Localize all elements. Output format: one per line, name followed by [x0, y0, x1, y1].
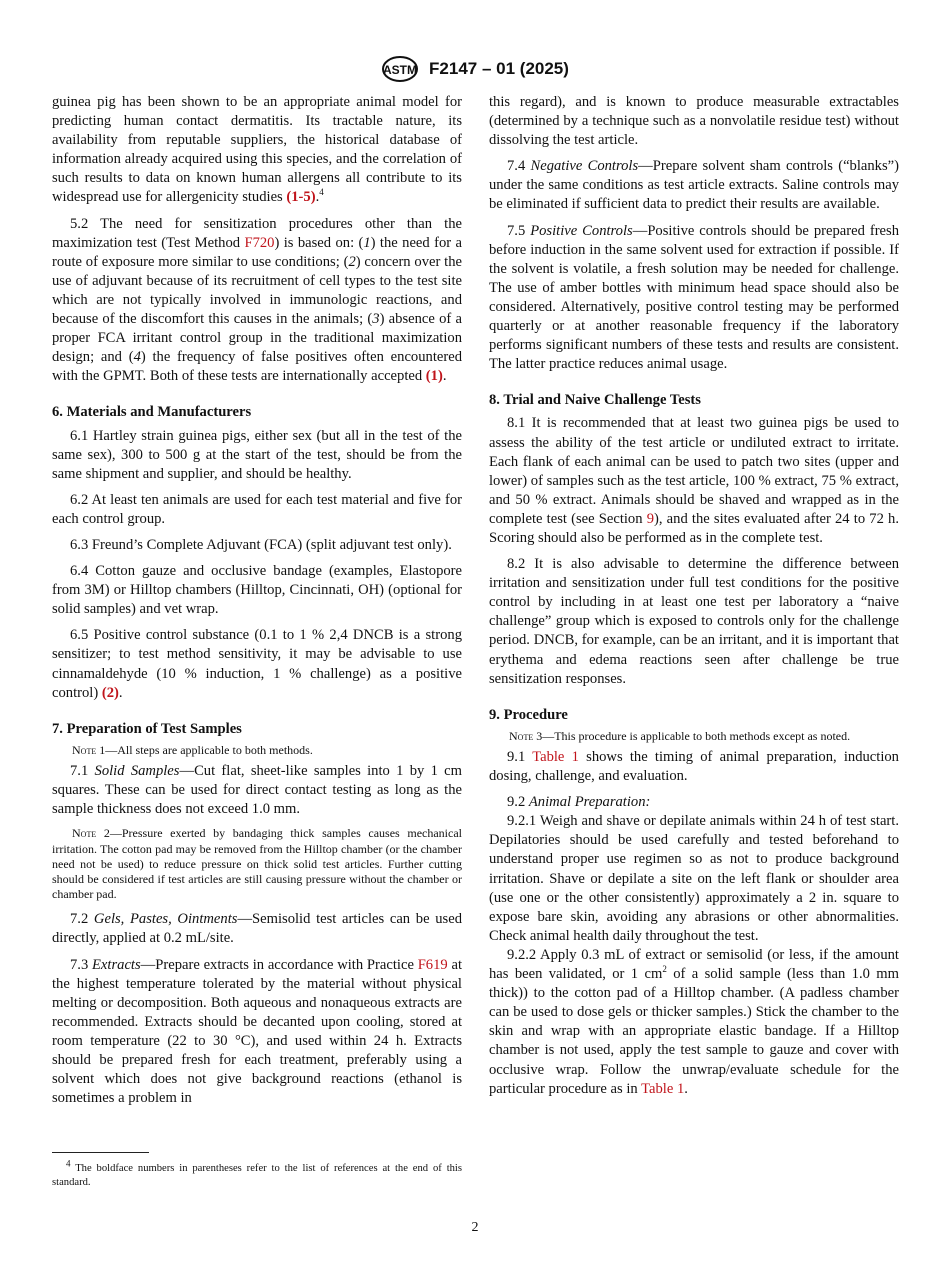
text-run: 6.5 Positive control substance (0.1 to 1 % 2,4 DNCB is a strong sensitizer; to test method sensitivity, it may be advisable to use cinnamaldehyde (10 % induction, 1 % challenge) as a positive control): [52, 627, 462, 701]
paragraph: [52, 427, 462, 484]
astm-logo-icon: [381, 55, 419, 83]
text-run: —Semisolid test articles can be used directly, applied at 0.2 mL/site.: [52, 911, 462, 947]
text-run: Negative Controls: [530, 158, 639, 175]
superscript: 4: [319, 187, 324, 198]
footnote-text: The boldface numbers in parentheses refer to the list of references at the end of this standard.: [52, 1163, 462, 1188]
paragraph: [489, 748, 899, 786]
footnote-divider: [52, 1152, 149, 1153]
text-run: 9.1: [507, 749, 533, 766]
text-run: —Cut flat, sheet-like samples into 1 by 1 cm squares. These can be used for direct contact testing as long as the sample thickness does not exceed 1.0 mm.: [52, 763, 462, 818]
paragraph: [52, 491, 462, 529]
text-run: 4: [133, 349, 141, 366]
paragraph: [52, 93, 462, 208]
note-paragraph: [52, 826, 462, 902]
text-run: .: [315, 189, 320, 206]
text-run: 3—This procedure is applicable to both methods except as noted.: [533, 728, 851, 743]
text-run: ) concern over the use of adjuvant because of its recruitment of cell types to the test site which are not typically involved in immunologic reactions, and because of the discomfort this causes in the animals; (: [52, 253, 462, 328]
text-run: 1: [363, 234, 371, 251]
text-run: of a solid sample (less than 1.0 mm thick)) to the cotton pad of a Hilltop chamber. (A padless chamber can be used to dose gels or thicker samples.) Stick the chamber to the skin and wrap with an appropriate elastic bandage. If a Hilltop chamber is not used, apply the test sample to gauze and cover with occlusive wrap. Follow the unwrap/evaluate schedule for the particular procedure as in: [489, 966, 899, 1097]
section-heading: 8. Trial and Naive Challenge Tests: [489, 392, 701, 409]
paragraph: [489, 93, 899, 150]
text-run: Note: [72, 826, 97, 841]
text-run: 3: [372, 311, 380, 328]
text-run: 7.3: [70, 956, 93, 973]
paragraph: [489, 555, 899, 689]
text-run: 6.2 At least ten animals are used for each test material and five for each control group.: [52, 491, 462, 527]
superscript: 2: [662, 964, 667, 975]
right-column: [489, 93, 899, 1106]
text-run: 9.2.2 Apply 0.3 mL of extract or semisolid (or less, if the amount has been validated, or 1 cm: [489, 946, 899, 983]
text-run: ) the frequency of false positives often encountered with the GPMT. Both of these tests are internationally accepted: [52, 349, 462, 385]
text-run: Note: [72, 742, 97, 757]
section-heading: 9. Procedure: [489, 706, 568, 723]
footnote: [52, 1158, 462, 1190]
text-run: this regard), and is known to produce measurable extractables (determined by a technique such as a nonvolatile residue test) without dissolving the test article.: [489, 94, 899, 149]
page-header: [0, 55, 950, 83]
paragraph: [489, 222, 899, 375]
text-run: 9.2.1 Weigh and shave or depilate animals within 24 h of test start. Depilatories should be used carefully and tested beforehand to understand proper use regimen so as not to produce background irritation. Shave or depilate a site on the left flank or shoulder area (use one or the other consistently) approximately a 2 in. square to expose bare skin, avoiding any abrasions or other abnormalities. Check animal health daily throughout the test.: [489, 813, 899, 944]
text-run: Gels, Pastes, Ointments: [93, 911, 238, 928]
page-number: 2: [471, 1220, 479, 1235]
paragraph: [489, 793, 899, 812]
text-run: 2—Pressure exerted by bandaging thick samples causes mechanical irritation. The cotton pad may be removed from the Hilltop chamber (or the chamber need not be used) to reduce pressure on thick solid test articles. Further cutting should be considered if test articles are still causing pressure without the chamber or chamber pad.: [52, 826, 462, 902]
section-heading: 7. Preparation of Test Samples: [52, 720, 242, 737]
paragraph: [52, 910, 462, 948]
text-run: ) absence of a proper FCA irritant control group in the traditional maximization design; and (: [52, 311, 462, 366]
paragraph: [489, 414, 899, 548]
reference-link[interactable]: (1): [425, 368, 443, 385]
text-run: 7.4: [507, 158, 531, 175]
text-run: 7.2: [70, 911, 94, 928]
reference-link[interactable]: Table 1: [641, 1080, 685, 1097]
text-run: at the highest temperature tolerated by the material without physical melting or decomposition. Both aqueous and nonaqueous extracts are recommended. Extracts should be decanted upon cooling, stored at room temperature (22 to 30 °C), and used within 24 h. Extracts should be prepared fresh for each treatment, preferably using a solvent which does not give background reactions (ethanol is sometimes a problem in: [52, 956, 462, 1107]
reference-link[interactable]: Table 1: [532, 749, 579, 766]
text-run: 6.3 Freund’s Complete Adjuvant (FCA) (split adjuvant test only).: [70, 536, 452, 553]
paragraph: [52, 762, 462, 819]
text-run: ) is based on: (: [274, 234, 364, 251]
text-run: —Positive controls should be prepared fresh before induction in the same solvent used for extraction if possible. If the solvent is volatile, a fresh solution may be needed for challenge. The use of amber bottles with minimum head space should also be considered. Alternatively, positive control testing may be performed quarterly or at another reasonable frequency if the laboratory performs significant numbers of these tests and results are consistent. The latter practice reduces animal usage.: [489, 222, 900, 373]
left-column: [52, 93, 462, 1115]
text-run: 7.5: [507, 222, 531, 239]
paragraph: [489, 812, 899, 946]
svg-text:ASTM: ASTM: [383, 63, 418, 77]
paragraph: [52, 562, 462, 619]
document-designation: F2147 – 01 (2025): [429, 59, 569, 78]
text-run: ), and the sites evaluated after 24 to 72 h. Scoring should also be performed as in the complete test.: [489, 510, 899, 546]
text-run: —Prepare extracts in accordance with Practice: [140, 956, 418, 973]
reference-link[interactable]: (1-5): [286, 189, 316, 206]
text-run: .: [118, 684, 123, 701]
text-run: 9.2: [507, 794, 529, 811]
text-run: guinea pig has been shown to be an appropriate animal model for predicting human contact dermatitis. Its tractable nature, its availability from reputable suppliers, the historical database of information already acquired using this species, and the correlation of such results to data on known human allergens all contribute to its widespread use for allergenicity studies: [52, 94, 462, 206]
text-run: 2: [348, 253, 356, 270]
text-run: 6.1 Hartley strain guinea pigs, either sex (but all in the test of the same sex), 300 to 500 g at the start of the test, should be from the same shipment and supplier, and should be healthy.: [52, 427, 462, 482]
text-run: 8.2 It is also advisable to determine the difference between irritation and sensitization under full test conditions for the positive control by including in at least one test per laboratory a “naive challenge” group which is exposed to controls only for the challenge period. DNCB, for example, can be an irritant, and it is important that erythema and edema reactions seen after challenge be true sensitization responses.: [489, 556, 899, 687]
text-run: shows the timing of animal preparation, induction dosing, challenge, and evaluation.: [489, 749, 899, 785]
note-paragraph: [489, 729, 899, 744]
text-run: Note: [509, 728, 534, 743]
text-run: Positive Controls: [530, 222, 633, 239]
reference-link[interactable]: (2): [101, 684, 119, 701]
text-run: —Prepare solvent sham controls (“blanks”) under the same conditions as test article extracts. Saline controls may be eliminated if sufficient data to predict their results are available.: [489, 158, 899, 213]
paragraph: [489, 157, 899, 214]
text-run: ) the need for a route of exposure more similar to use conditions; (: [52, 234, 462, 270]
text-run: 6.4 Cotton gauze and occlusive bandage (examples, Elastopore from 3M) or Hilltop chambers (Hilltop, Cincinnati, OH) (optional for solid samples) and vet wrap.: [52, 563, 462, 618]
text-run: 5.2 The need for sensitization procedures other than the maximization test (Test Method: [52, 215, 462, 251]
section-heading: 6. Materials and Manufacturers: [52, 404, 252, 421]
text-run: .: [684, 1080, 688, 1097]
text-run: Animal Preparation:: [528, 794, 651, 811]
text-run: Extracts: [92, 956, 141, 973]
paragraph: [52, 215, 462, 387]
paragraph: [52, 536, 462, 555]
reference-link[interactable]: 9: [646, 510, 654, 527]
paragraph: [489, 946, 899, 1099]
reference-link[interactable]: F619: [417, 956, 448, 973]
paragraph: [52, 626, 462, 702]
reference-link[interactable]: F720: [244, 234, 275, 251]
text-run: .: [442, 368, 447, 385]
text-run: 1—All steps are applicable to both methods.: [96, 742, 313, 757]
footnote-marker: 4: [66, 1158, 71, 1169]
text-run: 7.1: [70, 763, 95, 780]
note-paragraph: [52, 743, 462, 758]
paragraph: [52, 956, 462, 1109]
text-run: 8.1 It is recommended that at least two guinea pigs be used to assess the ability of the test article or undiluted extract to irritate. Each flank of each animal can be used to patch two sites (upper and lower) of samples such as the test article, 100 % extract, 75 % extract, and 50 % extract. Animals should be shaved and wrapped as in the complete test (see Section: [489, 415, 899, 527]
text-run: Solid Samples: [94, 763, 180, 780]
